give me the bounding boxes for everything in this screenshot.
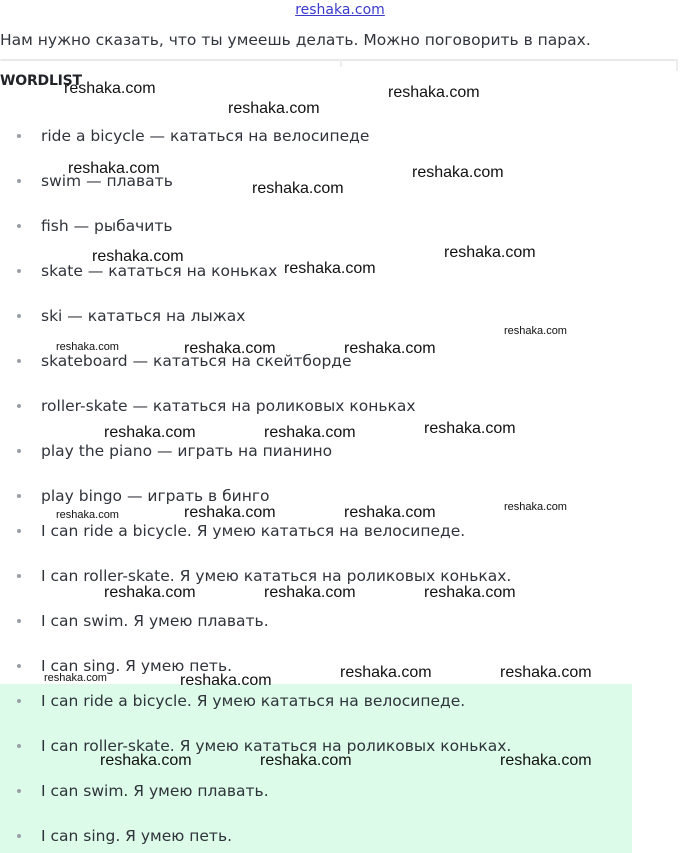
- watermark: reshaka.com: [344, 504, 436, 521]
- watermark: reshaka.com: [424, 584, 516, 601]
- bullet-icon: [17, 494, 21, 498]
- site-link[interactable]: reshaka.com: [295, 2, 385, 18]
- bullet-icon: [17, 404, 21, 408]
- watermark: reshaka.com: [284, 260, 376, 277]
- watermark: reshaka.com: [104, 584, 196, 601]
- watermark: reshaka.com: [100, 752, 192, 769]
- watermark: reshaka.com: [344, 340, 436, 357]
- watermark: reshaka.com: [264, 584, 356, 601]
- watermark: reshaka.com: [504, 325, 567, 337]
- watermark: reshaka.com: [500, 752, 592, 769]
- bullet-icon: [17, 834, 21, 838]
- intro-text: Нам нужно сказать, что ты умеешь делать. Можно поговорить в парах.: [0, 31, 591, 49]
- watermark: reshaka.com: [104, 424, 196, 441]
- bullet-icon: [17, 619, 21, 623]
- watermark: reshaka.com: [68, 160, 160, 177]
- bullet-icon: [17, 314, 21, 318]
- watermark: reshaka.com: [424, 420, 516, 437]
- watermark: reshaka.com: [184, 340, 276, 357]
- watermark: reshaka.com: [180, 672, 272, 689]
- bullet-icon: [17, 529, 21, 533]
- watermark: reshaka.com: [444, 244, 536, 261]
- bullet-icon: [17, 574, 21, 578]
- content-divider: [0, 59, 678, 61]
- watermark: reshaka.com: [56, 509, 119, 521]
- watermark: reshaka.com: [228, 100, 320, 117]
- bullet-icon: [17, 449, 21, 453]
- wordlist-heading: WORDLIST: [0, 73, 82, 89]
- watermark: reshaka.com: [64, 80, 156, 97]
- watermark: reshaka.com: [412, 164, 504, 181]
- bullet-icon: [17, 789, 21, 793]
- bullet-icon: [17, 179, 21, 183]
- watermark: reshaka.com: [504, 501, 567, 513]
- bullet-icon: [17, 699, 21, 703]
- watermark: reshaka.com: [184, 504, 276, 521]
- watermark: reshaka.com: [340, 664, 432, 681]
- bullet-icon: [17, 664, 21, 668]
- bullet-icon: [17, 269, 21, 273]
- watermark: reshaka.com: [500, 664, 592, 681]
- watermark: reshaka.com: [44, 672, 107, 684]
- divider-notch: [340, 59, 342, 67]
- watermark: reshaka.com: [264, 424, 356, 441]
- panel-edge: [676, 61, 678, 71]
- bullet-icon: [17, 224, 21, 228]
- watermark: reshaka.com: [388, 84, 480, 101]
- watermark: reshaka.com: [260, 752, 352, 769]
- watermark: reshaka.com: [56, 341, 119, 353]
- watermark: reshaka.com: [252, 180, 344, 197]
- bullet-icon: [17, 359, 21, 363]
- bullet-icon: [17, 744, 21, 748]
- watermark: reshaka.com: [92, 248, 184, 265]
- bullet-icon: [17, 134, 21, 138]
